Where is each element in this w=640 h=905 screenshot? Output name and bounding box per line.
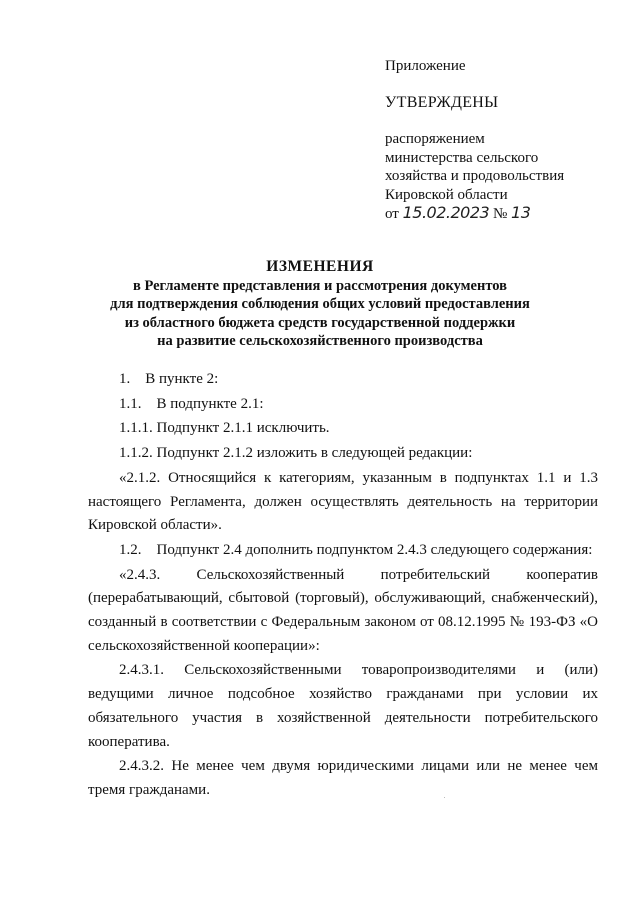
number-sign: №	[492, 206, 508, 222]
paragraph-1: 1. В пункте 2:	[119, 371, 219, 387]
order-line-4: Кировской области	[385, 186, 508, 203]
title-line-2: для подтверждения соблюдения общих условий предоставления	[110, 296, 530, 312]
scan-speck	[444, 797, 445, 798]
order-date-line	[385, 204, 564, 224]
paragraph-1-2: 1.2. Подпункт 2.4 дополнить подпунктом 2.4.3 следующего содержания:	[119, 541, 593, 558]
order-line-3: хозяйства и продовольствия	[385, 168, 565, 184]
title-line-3: из областного бюджета средств государственной поддержки	[124, 314, 516, 331]
paragraph-2-4-3-1: 2.4.3.1. Сельскохозяйственными товаропроизводителями и (или) ведущими личное подсобное хозяйство гражданами при условии их обязательного участия в хозяйственной деятельности потребительского кооператива.	[88, 662, 598, 750]
paragraph-1-1-2: 1.1.2. Подпункт 2.1.2 изложить в следующей редакции:	[119, 445, 473, 462]
title-line-1: в Регламенте представления и рассмотрения документов	[132, 277, 507, 294]
date-prefix: от	[385, 206, 399, 222]
paragraph-2-4-3-quote: «2.4.3. Сельскохозяйственный потребительский кооператив (перерабатывающий, сбытовой (торговый), обслуживающий, снабженческий), созданный в соответствии с Федеральным законом от 08.12.1995 № 193-ФЗ «О сельскохозяйственной кооперации»:	[88, 566, 598, 654]
order-line-1: распоряжением	[385, 131, 485, 147]
approved-label: УТВЕРЖДЕНЫ	[385, 94, 499, 111]
title-main: ИЗМЕНЕНИЯ	[266, 258, 374, 275]
paragraph-2-1-2-quote: «2.1.2. Относящийся к категориям, указанным в подпунктах 1.1 и 1.3 настоящего Регламента, должен осуществлять деятельность на территории Кировской области».	[88, 469, 598, 534]
paragraph-1-1-1: 1.1.1. Подпункт 2.1.1 исключить.	[119, 420, 330, 437]
document-body	[88, 368, 598, 804]
appendix-label: Приложение	[385, 58, 466, 74]
handwritten-number: 13	[511, 203, 531, 222]
document-title	[0, 258, 640, 351]
order-reference	[385, 130, 564, 224]
handwritten-date: 15.02.2023	[402, 203, 490, 222]
order-line-2: министерства сельского	[385, 149, 539, 166]
title-line-4: на развитие сельскохозяйственного производства	[157, 333, 483, 349]
paragraph-2-4-3-2: 2.4.3.2. Не менее чем двумя юридическими лицами или не менее чем тремя гражданами.	[88, 758, 598, 798]
paragraph-1-1: 1.1. В подпункте 2.1:	[119, 395, 264, 412]
